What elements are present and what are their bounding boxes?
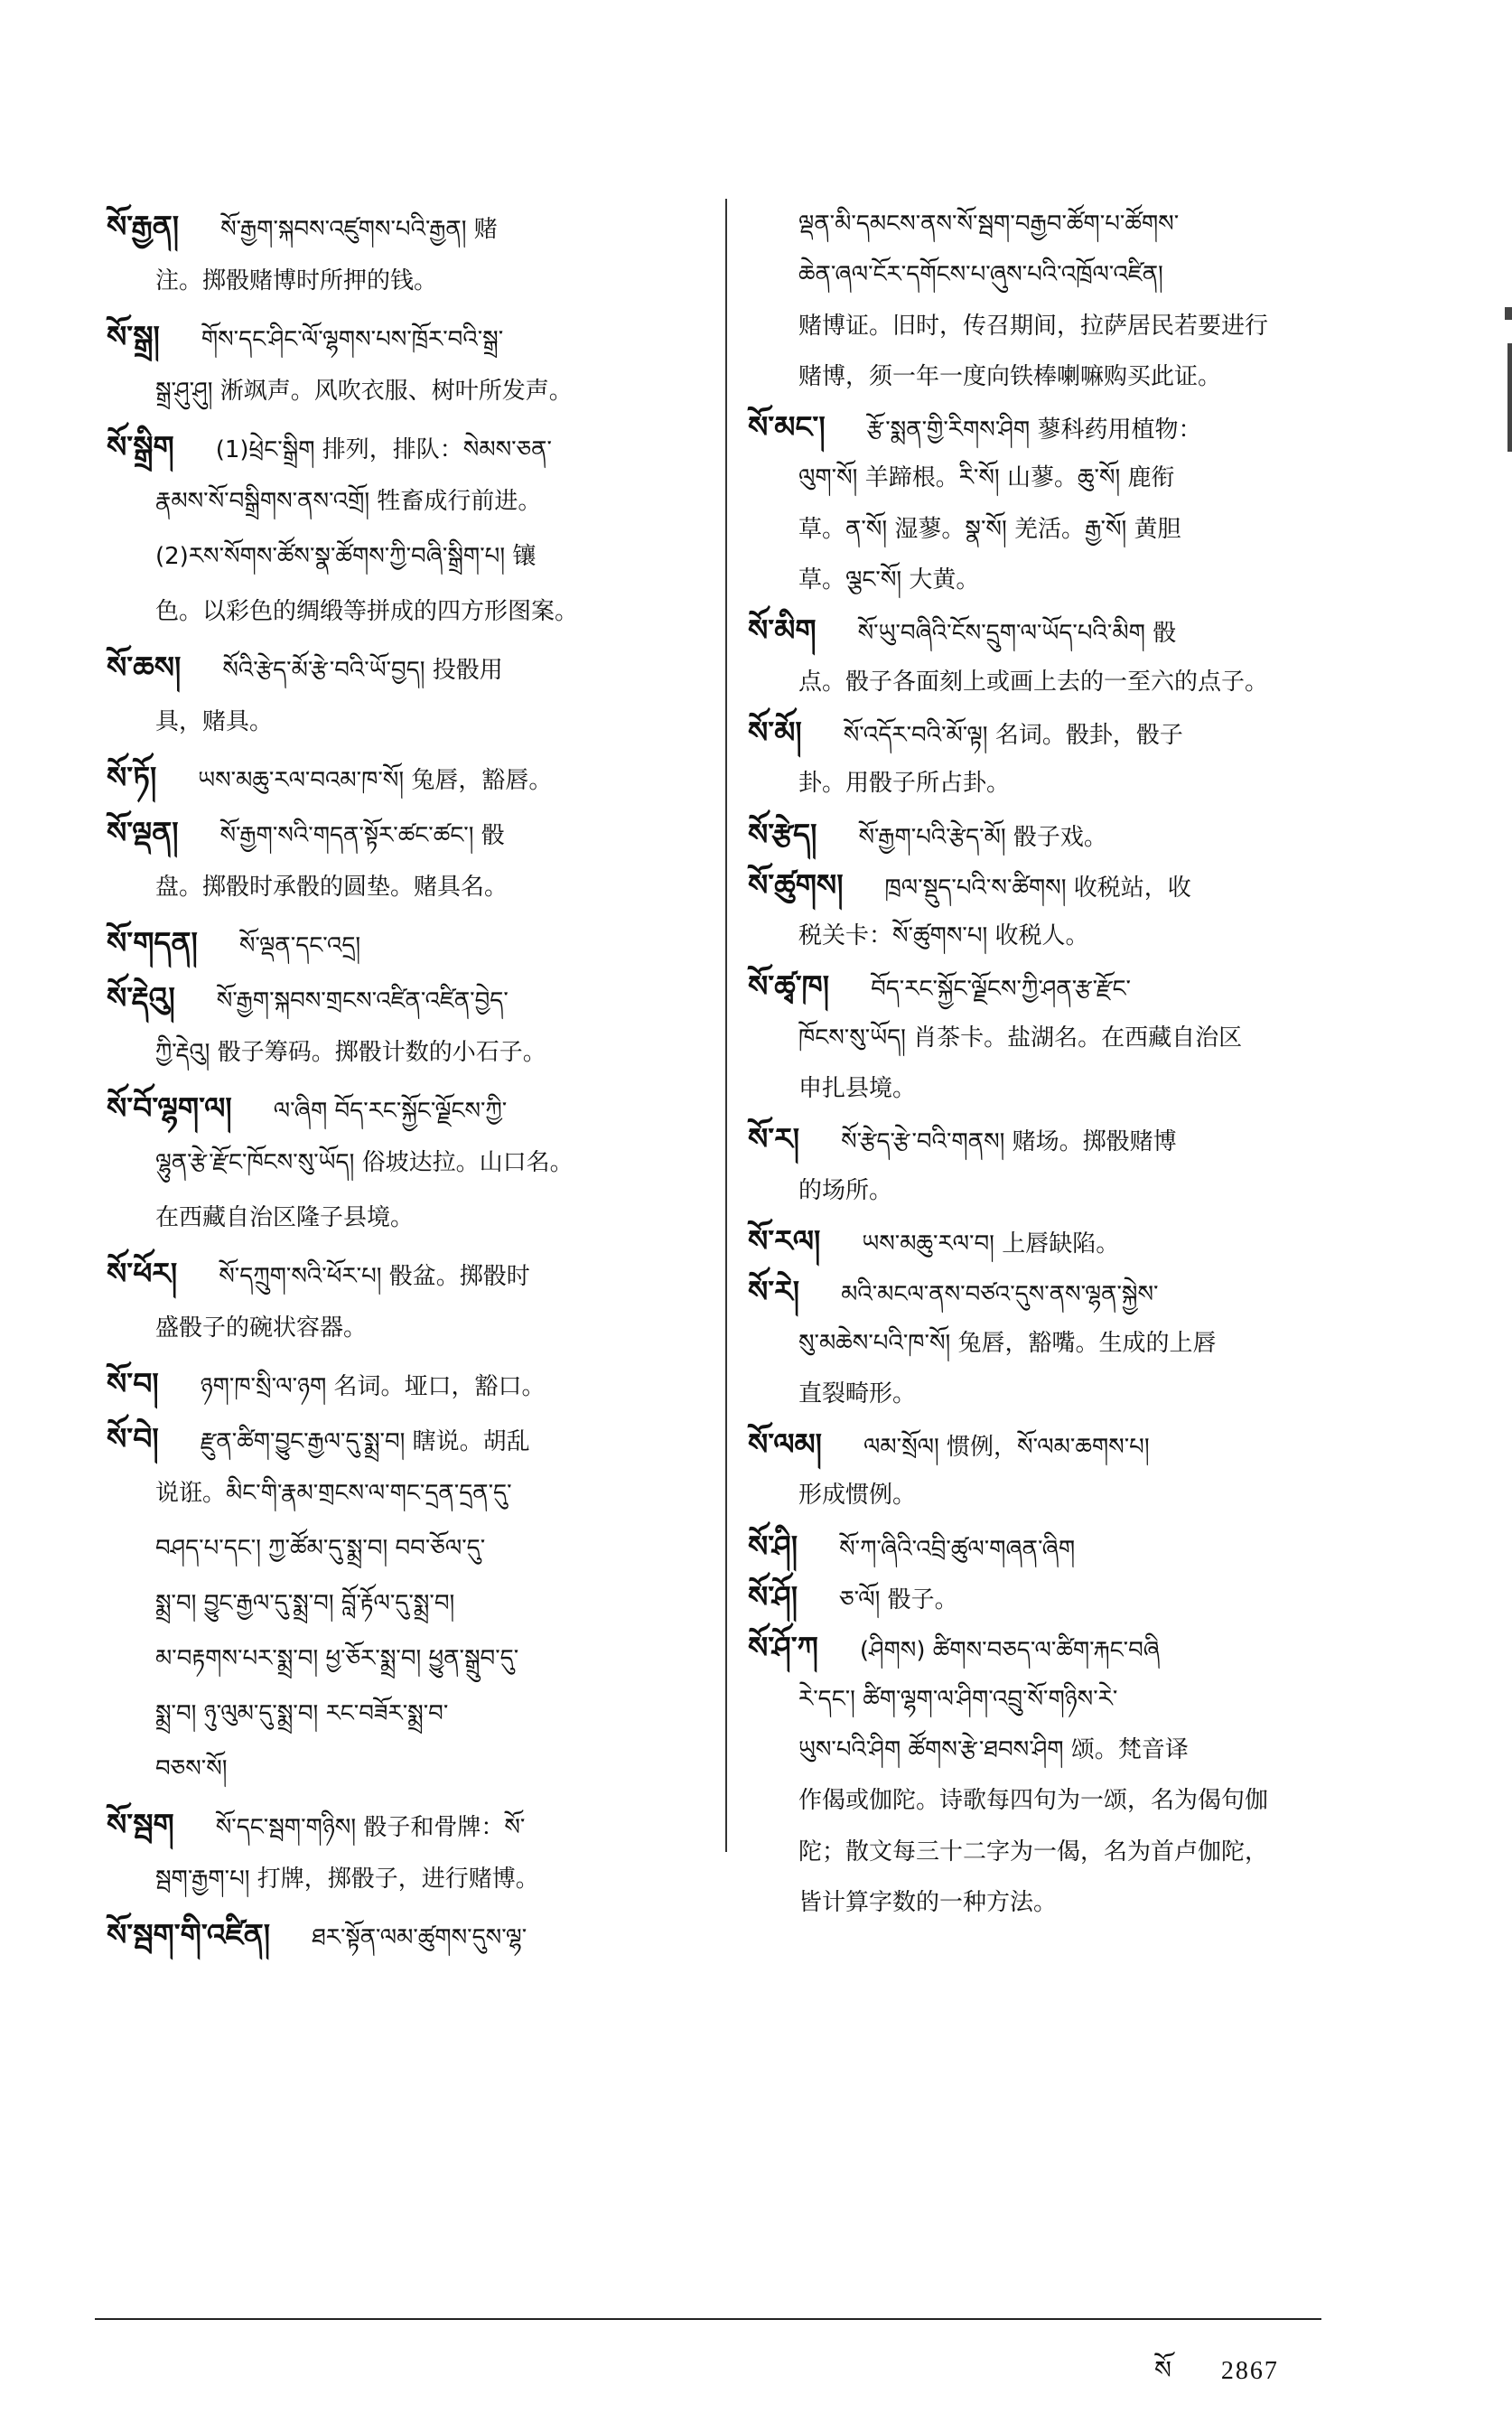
- definition-text: སོ་དཀྲུག་སའི་ཕོར་པ། 骰盆。掷骰时: [219, 1263, 530, 1290]
- definition-line: [107, 529, 721, 585]
- entry-line: [748, 961, 1335, 1012]
- definition-line: [107, 1191, 721, 1246]
- definition-text: ཀྱི་རྡེའུ། 骰子筹码。掷骰计数的小石子。: [155, 1039, 546, 1066]
- definition-line: [748, 1165, 1335, 1216]
- definition-text: 形成惯例。: [798, 1482, 917, 1510]
- definition-line: [748, 301, 1335, 351]
- definition-text: རྩོ་སྨན་གྱི་རིགས་ཤིག 蓼科药用植物：: [866, 416, 1202, 444]
- definition-text: བཤད་པ་དང་། ཀྱ་ཚོམ་དུ་སྨྲ་བ། བབ་ཅོལ་དུ་: [155, 1535, 486, 1562]
- definition-text: ཁྲལ་སྡུད་པའི་ས་ཚིགས། 收税站，收: [884, 874, 1191, 902]
- definition-line: [748, 1775, 1335, 1826]
- definition-text: 点。骰子各面刻上或画上去的一至六的点子。: [798, 668, 1269, 696]
- entry-line: [107, 309, 721, 364]
- definition-text: རེ་དང་། ཚིག་ལྷག་ལ་ཤིག་འབྲུ་སོ་གཉིས་རེ་: [798, 1685, 1118, 1713]
- definition-text: 具，赌具。: [155, 708, 274, 735]
- definition-line: [748, 351, 1335, 402]
- entry-line: [107, 1797, 721, 1852]
- definition-line: [107, 1025, 721, 1080]
- headword: སོ་སྒྲིག: [107, 429, 174, 464]
- definition-text: 草。ལྕང་སོ། 大黄。: [798, 566, 980, 594]
- right-column: [748, 199, 1335, 1928]
- entry-line: [748, 860, 1335, 911]
- entry-line: [107, 419, 721, 474]
- definition-text: བོད་རང་སྐྱོང་ལྗོངས་ཀྱི་ཤན་རྩ་རྫོང་: [871, 976, 1131, 1004]
- definition-text: སོ་ཡུ་བཞིའི་ངོས་དྲུག་ལ་ཡོད་པའི་མིག 骰: [857, 620, 1177, 648]
- entry-line: [107, 640, 721, 695]
- definition-line: [748, 249, 1335, 300]
- definition-text: རྣམས་སོ་བསྒྲིགས་ནས་འགྲོ། 牲畜成行前进。: [155, 488, 542, 515]
- definition-line: [107, 585, 721, 640]
- definition-line: [107, 1301, 721, 1356]
- entry-line: [107, 750, 721, 805]
- scan-edge-mark: [1507, 343, 1512, 452]
- definition-text: སུ་མཆེས་པའི་ཁ་སོ། 兔唇，豁嘴。生成的上唇: [798, 1329, 1217, 1357]
- headword: སོ་བ།: [107, 1366, 159, 1401]
- entry-line: [748, 809, 1335, 860]
- definition-line: [107, 364, 721, 419]
- running-head: སོ: [1154, 2355, 1171, 2385]
- definition-line: [748, 1013, 1335, 1063]
- definition-line: [748, 1674, 1335, 1725]
- definition-line: [107, 1687, 721, 1742]
- entry-line: [107, 1907, 721, 1962]
- entry-line: [107, 1246, 721, 1301]
- definition-text: 陀；散文每三十二字为一偈，名为首卢伽陀，: [798, 1838, 1269, 1866]
- definition-text: (ཤིགས) ཚིགས་བཅད་ལ་ཚིག་རྐང་བཞི: [859, 1637, 1160, 1665]
- definition-text: སྨྲ་བ། བྱུང་རྒྱལ་དུ་སྨྲ་བ། བློ་རྟོལ་དུ་སྨྲ་བ།: [155, 1590, 455, 1617]
- definition-line: [748, 199, 1335, 249]
- definition-text: 卦。用骰子所占卦。: [798, 770, 1011, 798]
- entry-line: [748, 1114, 1335, 1164]
- entry-line: [748, 1419, 1335, 1470]
- definition-text: གོས་དང་ཤིང་ལོ་ལྷགས་པས་ཁྲོར་བའི་སྒྲ་: [201, 326, 504, 353]
- definition-line: [107, 254, 721, 309]
- entry-line: [107, 199, 721, 254]
- definition-text: སོ་ཀ་ཞིའི་འབྲི་ཚུལ་གཞན་ཞིག: [839, 1535, 1076, 1563]
- definition-text: སོའི་རྩེད་མོ་རྩེ་བའི་ཡོ་བྱད། 投骰用: [222, 657, 503, 684]
- definition-text: ལྡན་མི་དམངས་ནས་སོ་སྦག་བརྒྱབ་ཚོག་པ་ཚོགས་: [798, 210, 1180, 238]
- definition-text: ལྷུན་རྩེ་རྫོང་ཁོངས་སུ་ཡོད། 俗坡达拉。山口名。: [155, 1149, 574, 1176]
- entry-line: [107, 1080, 721, 1136]
- definition-text: སོ་རྒྱག་སྐབས་འཛུགས་པའི་རྒྱན། 赌: [220, 216, 498, 243]
- definition-text: 赌博证。旧时，传召期间，拉萨居民若要进行: [798, 312, 1269, 340]
- entry-line: [107, 805, 721, 860]
- definition-line: [107, 695, 721, 750]
- headword: སོ་སྒྲ།: [107, 319, 160, 354]
- definition-text: ཁོངས་སུ་ཡོད། 肖茶卡。盐湖名。在西藏自治区: [798, 1024, 1243, 1052]
- definition-text: ཐར་སྟོན་ལམ་ཚུགས་དུས་ལྷ་: [312, 1924, 527, 1951]
- definition-text: ཆེན་ཞལ་ངོར་དགོངས་པ་ཞུས་པའི་འཁྲོལ་འཛིན།: [798, 261, 1163, 289]
- definition-text: ཉག་ཁ་སྲི་ལ་ཉག 名词。垭口，豁口。: [200, 1373, 546, 1400]
- definition-line: [748, 911, 1335, 961]
- definition-line: [107, 1576, 721, 1632]
- definition-line: [748, 657, 1335, 707]
- headword: སོ་རྒྱན།: [107, 209, 180, 244]
- page-number: 2867: [1220, 2357, 1279, 2385]
- headword: སོ་ཆས།: [107, 650, 182, 685]
- entry-line: [107, 915, 721, 970]
- definition-text: སོ་ལྡན་དང་འདྲ།: [238, 932, 361, 959]
- definition-text: ཡས་མཆུ་རལ་བའམ་ཁ་སོ། 兔唇，豁唇。: [198, 767, 553, 794]
- headword: སོ་རྡེའུ།: [107, 980, 175, 1015]
- definition-text: (2)རས་སོགས་ཚོས་སྣ་ཚོགས་ཀྱི་བཞི་སྒྲིག་པ། 镶: [155, 543, 537, 570]
- headword: སོ་བོ་ལྷག་ལ།: [107, 1090, 232, 1126]
- headword: སོ་ལམ།: [748, 1426, 823, 1463]
- headword: སོ་རེ།: [748, 1274, 800, 1310]
- definition-text: 盛骰子的碗状容器。: [155, 1314, 368, 1342]
- definition-text: 直裂畸形。: [798, 1380, 917, 1408]
- definition-text: སོ་རྒྱག་སྐབས་གྲངས་འཛིན་འཛིན་བྱེད་: [216, 987, 509, 1015]
- headword: སོ་རལ།: [748, 1222, 821, 1258]
- headword: སོ་སྦག: [107, 1807, 174, 1842]
- entry-line: [748, 402, 1335, 453]
- page-footer: [1154, 2342, 1279, 2413]
- entry-line: [107, 1411, 721, 1466]
- column-divider: [725, 199, 727, 1852]
- definition-text: 赌博，须一年一度向铁棒喇嘛购买此证。: [798, 362, 1222, 390]
- definition-line: [107, 474, 721, 529]
- definition-line: [748, 1877, 1335, 1928]
- definition-line: [748, 453, 1335, 503]
- definition-line: [748, 1369, 1335, 1419]
- definition-text: 说诳。མིང་གི་རྣམ་གྲངས་ལ་གང་དྲན་དྲན་དུ་: [155, 1480, 512, 1507]
- definition-text: སོ་འདོར་བའི་མོ་ལྟ། 名词。骰卦，骰子: [843, 721, 1183, 749]
- definition-text: སྒྲ་ཤུ་ཤུ། 淅飒声。风吹衣服、树叶所发声。: [155, 378, 573, 405]
- headword: སོ་རྩེད།: [748, 816, 817, 852]
- definition-line: [748, 1725, 1335, 1775]
- definition-line: [107, 1742, 721, 1797]
- entry-line: [748, 1623, 1335, 1673]
- definition-text: སྦག་རྒྱག་པ། 打牌，掷骰子，进行赌博。: [155, 1866, 539, 1893]
- definition-text: ལམ་སྲོལ། 惯例，སོ་ལམ་ཆགས་པ།: [863, 1434, 1150, 1462]
- headword: སོ་ཏོ།: [107, 760, 157, 795]
- definition-line: [107, 1466, 721, 1521]
- definition-text: ལུག་སོ། 羊蹄根。རི་སོ། 山蓼。ཆུ་སོ། 鹿衔: [798, 464, 1175, 492]
- definition-line: [107, 1852, 721, 1907]
- headword: སོ་ཤོ་ཀ: [748, 1630, 818, 1666]
- definition-text: 税关卡：སོ་ཚུགས་པ། 收税人。: [798, 922, 1089, 950]
- definition-text: 在西藏自治区隆子县境。: [155, 1204, 415, 1231]
- entry-line: [748, 707, 1335, 758]
- definition-text: (1)ཕྲེང་སྒྲིག 排列，排队：སེམས་ཅན་: [215, 436, 552, 463]
- headword: སོ་བེ།: [107, 1421, 159, 1456]
- entry-line: [748, 1216, 1335, 1267]
- definition-text: ཡས་མཆུ་རལ་བ། 上唇缺陷。: [862, 1230, 1120, 1258]
- headword: སོ་ར།: [748, 1121, 800, 1157]
- headword: སོ་ཤི།: [748, 1528, 798, 1564]
- definition-line: [107, 1521, 721, 1576]
- definition-line: [748, 555, 1335, 605]
- definition-text: 草。ན་སོ། 湿蓼。སྣ་སོ། 羌活。རྒྱ་སོ། 黄胆: [798, 515, 1181, 543]
- scan-edge-mark: [1505, 307, 1512, 320]
- definition-text: མའི་མངལ་ནས་བཙའ་དུས་ནས་ལྷན་སྐྱེས་: [841, 1281, 1159, 1309]
- definition-line: [748, 1318, 1335, 1369]
- definition-line: [748, 1470, 1335, 1520]
- headword: སོ་མང་།: [748, 409, 826, 445]
- entry-line: [748, 605, 1335, 656]
- definition-line: [748, 1063, 1335, 1114]
- definition-text: ཅ་ལོ། 骰子。: [839, 1586, 958, 1614]
- definition-line: [748, 504, 1335, 555]
- headword: སོ་མིག: [748, 613, 817, 649]
- entry-line: [748, 1572, 1335, 1623]
- definition-line: [107, 1136, 721, 1191]
- definition-text: 色。以彩色的绸缎等拼成的四方形图案。: [155, 598, 579, 625]
- definition-text: ལ་ཞིག བོད་རང་སྐྱོང་ལྗོངས་ཀྱི་: [273, 1098, 508, 1125]
- definition-text: ཡུས་པའི་ཤིག ཚོགས་རྩེ་ཐབས་ཤིག 颂。梵音译: [798, 1735, 1189, 1763]
- headword: སོ་གདན།: [107, 925, 198, 960]
- definition-text: བཅས་སོ།: [155, 1755, 228, 1782]
- definition-line: [107, 860, 721, 915]
- headword: སོ་ལྡན།: [107, 815, 179, 850]
- definition-text: སོ་རྒྱག་སའི་གདན་སྟོར་ཚང་ཚང་། 骰: [219, 822, 505, 849]
- headword: སོ་ཤོ།: [748, 1579, 798, 1615]
- definition-line: [748, 1827, 1335, 1877]
- headword: སོ་ཕོར།: [107, 1256, 178, 1291]
- entry-line: [107, 970, 721, 1025]
- definition-text: 的场所。: [798, 1176, 893, 1204]
- footer-rule: [95, 2318, 1321, 2320]
- entry-line: [748, 1521, 1335, 1572]
- definition-text: 作偈或伽陀。诗歌每四句为一颂，名为偈句伽: [798, 1787, 1269, 1815]
- definition-text: སོ་རྩེད་རྩེ་བའི་གནས། 赌场。掷骰赌博: [841, 1128, 1177, 1156]
- headword: སོ་ཚྭ་ཁ།: [748, 968, 830, 1005]
- definition-text: 申扎县境。: [798, 1075, 917, 1103]
- headword: སོ་མོ།: [748, 714, 802, 750]
- definition-line: [107, 1632, 721, 1687]
- definition-text: སྨྲ་བ། ཉུ་ལུམ་དུ་སྨྲ་བ། རང་བཟོར་སྨྲ་བ་: [155, 1700, 449, 1727]
- entry-line: [748, 1267, 1335, 1317]
- headword: སོ་ཚུགས།: [748, 866, 844, 903]
- definition-text: རྫུན་ཚིག་བྱུང་རྒྱལ་དུ་སྨྲ་བ། 瞎说。胡乱: [200, 1428, 530, 1455]
- definition-text: 皆计算字数的一种方法。: [798, 1888, 1058, 1916]
- headword: སོ་སྦག་གི་འཛིན།: [107, 1917, 271, 1952]
- definition-text: 盘。掷骰时承骰的圆垫。赌具名。: [155, 874, 509, 901]
- definition-text: མ་བརྟགས་པར་སྨྲ་བ། ཕྱ་ཅོར་སྨྲ་བ། ཕྱུན་སྒྲུབ་དུ་: [155, 1645, 519, 1672]
- definition-text: 注。掷骰赌博时所押的钱。: [155, 267, 438, 295]
- definition-text: སོ་དང་སྦག་གཉིས། 骰子和骨牌：སོ་: [215, 1814, 526, 1841]
- entry-line: [107, 1356, 721, 1411]
- definition-text: སོ་རྒྱག་པའི་རྩེད་མོ། 骰子戏。: [858, 823, 1107, 851]
- left-column: [107, 199, 721, 1962]
- definition-line: [748, 758, 1335, 809]
